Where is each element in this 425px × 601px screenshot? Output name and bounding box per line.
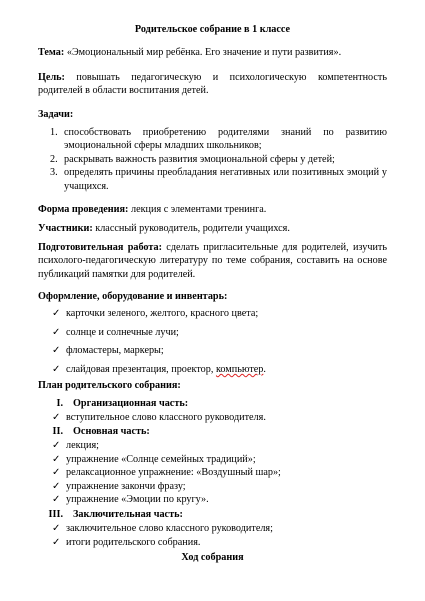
- participants-label: Участники:: [38, 223, 93, 234]
- list-item: ✓ итоги родительского собрания.: [52, 536, 201, 548]
- prep-text: сделать пригласительные для родителей, изучить психолого-педагогическую литературу по теме собрания, составить на основе публикаций памятки для родителей.: [38, 242, 388, 280]
- theme-text: «Эмоциональный мир ребёнка. Его значение и пути развития».: [64, 47, 342, 58]
- list-item: ✓ солнце и солнечные лучи;: [52, 326, 179, 338]
- participants-paragraph: [38, 222, 387, 235]
- checkmark-icon: ✓: [52, 363, 61, 375]
- list-item: ✓ слайдовая презентация, проектор, компьютер.: [52, 363, 266, 375]
- plan-section-2-list: [52, 439, 387, 507]
- list-item: ✓ упражнение «Эмоции по кругу».: [52, 494, 209, 506]
- spellcheck-underline: компьютер: [215, 363, 264, 375]
- plan-section-2: II. Основная часть:: [52, 426, 150, 437]
- checkmark-icon: ✓: [52, 453, 61, 465]
- form-paragraph: [38, 203, 387, 216]
- plan-section-1: I. Организационная часть:: [56, 398, 189, 409]
- form-text: лекция с элементами тренинга.: [128, 204, 267, 215]
- equipment-list: [52, 307, 387, 381]
- checkmark-icon: ✓: [52, 345, 61, 357]
- section-title: Ход собрания: [181, 552, 244, 563]
- list-item: ✓ фломастеры, маркеры;: [52, 345, 164, 357]
- prep-paragraph: [38, 241, 387, 281]
- prep-label: Подготовительная работа:: [38, 242, 162, 253]
- equipment-heading: Оформление, оборудование и инвентарь:: [38, 291, 228, 302]
- theme-label: Тема:: [38, 47, 65, 58]
- list-item: ✓ упражнение закончи фразу;: [52, 480, 186, 492]
- list-item: ✓ заключительное слово классного руководителя;: [52, 523, 273, 534]
- list-item: 1. способствовать приобретению родителями знаний по развитию эмоциональной сферы младших школьников;: [50, 127, 387, 152]
- goal-text: повышать педагогическую и психологическую компетентность родителей в области воспитания детей.: [38, 72, 387, 97]
- checkmark-icon: ✓: [52, 308, 61, 319]
- list-item: 2. раскрывать важность развития эмоциональной сферы у детей;: [50, 153, 335, 165]
- tasks-heading: Задачи:: [38, 109, 74, 120]
- theme-paragraph: [38, 46, 387, 59]
- plan-section-1-list: [52, 411, 387, 425]
- plan-section-3-list: [52, 522, 387, 549]
- list-item: ✓ релаксационное упражнение: «Воздушный шар»;: [52, 467, 281, 479]
- participants-text: классный руководитель, родители учащихся.: [92, 223, 290, 234]
- list-item: ✓ карточки зеленого, желтого, красного цвета;: [52, 308, 259, 319]
- list-item: ✓ упражнение «Солнце семейных традиций»;: [52, 453, 256, 465]
- tasks-list: [50, 126, 387, 193]
- checkmark-icon: ✓: [52, 412, 61, 423]
- goal-paragraph: [38, 71, 387, 98]
- form-label: Форма проведения:: [38, 204, 129, 215]
- checkmark-icon: ✓: [52, 440, 61, 451]
- list-item: 3. определять причины преобладания негативных или позитивных эмоций у учащихся.: [50, 167, 387, 192]
- checkmark-icon: ✓: [52, 467, 61, 479]
- checkmark-icon: ✓: [52, 480, 61, 492]
- checkmark-icon: ✓: [52, 536, 61, 548]
- document-title: Родительское собрание в 1 классе: [134, 24, 291, 35]
- checkmark-icon: ✓: [52, 523, 61, 534]
- goal-label: Цель:: [38, 72, 65, 83]
- list-item: ✓ лекция;: [52, 440, 99, 451]
- checkmark-icon: ✓: [52, 326, 61, 338]
- plan-heading: План родительского собрания:: [38, 380, 181, 391]
- list-item: ✓ вступительное слово классного руководителя.: [52, 412, 266, 423]
- checkmark-icon: ✓: [52, 494, 61, 506]
- plan-section-3: III. Заключительная часть:: [48, 509, 183, 520]
